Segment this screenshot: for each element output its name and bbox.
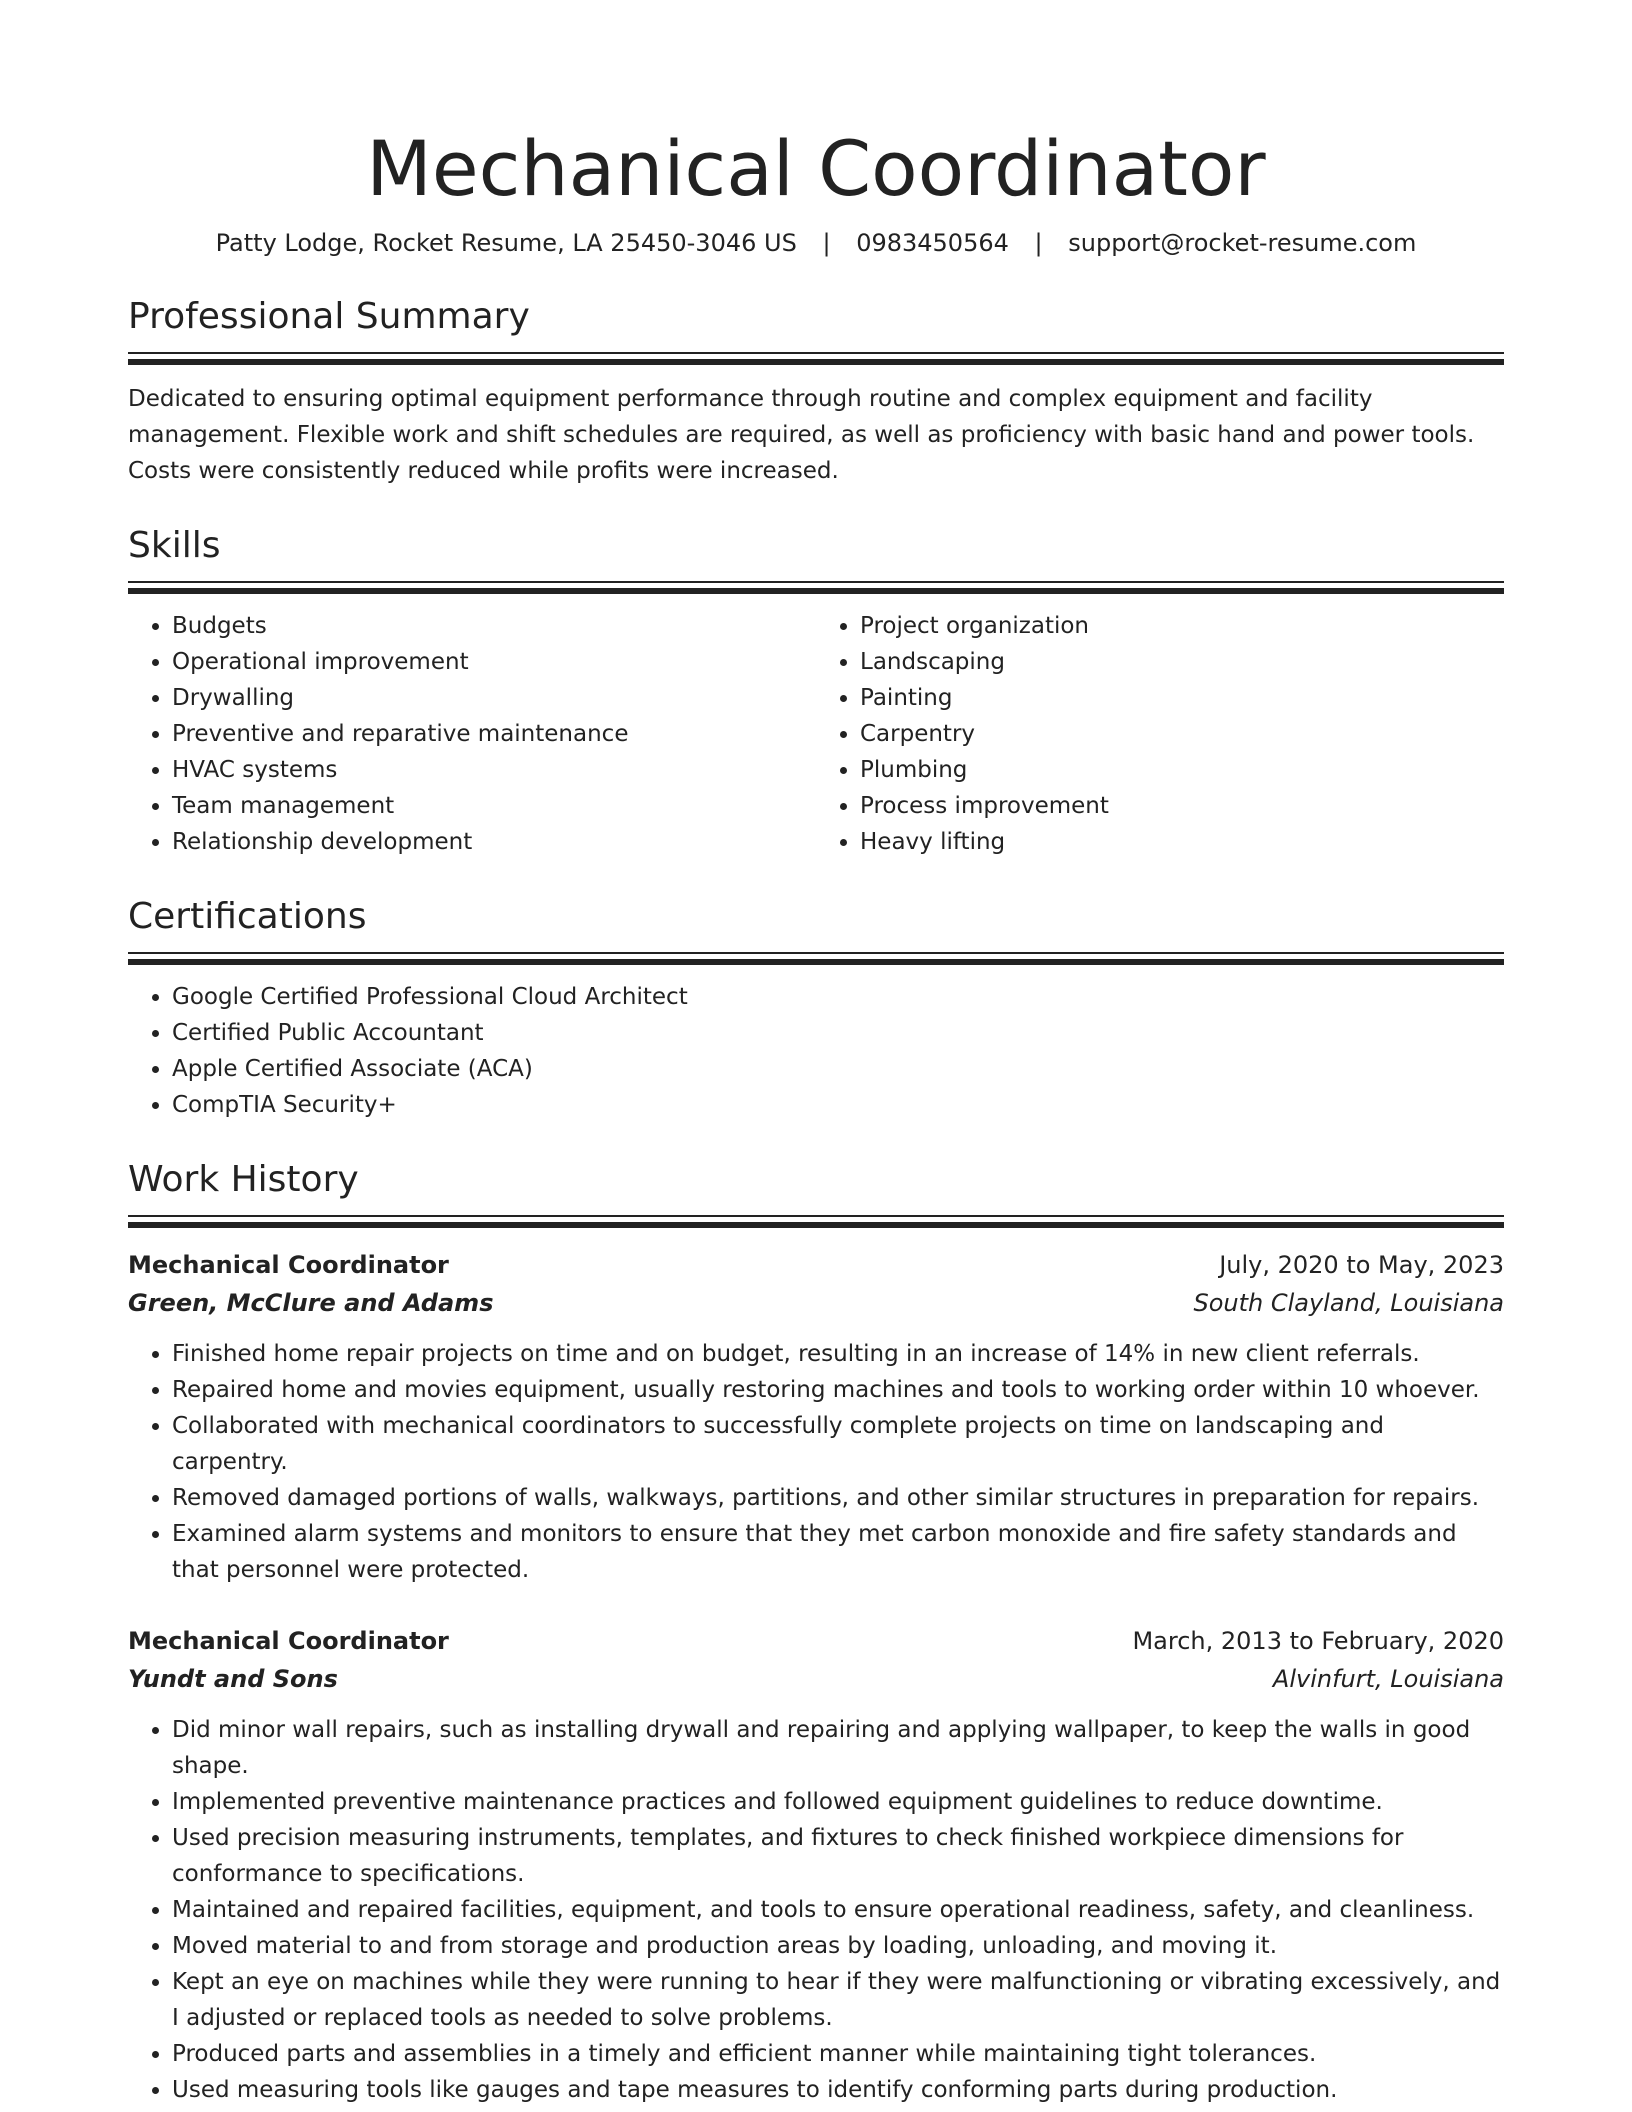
resume-page <box>128 0 1504 2108</box>
section-divider <box>128 581 1504 583</box>
job-title: Mechanical Coordinator <box>128 1251 449 1279</box>
skill-item: • Team management <box>172 788 816 824</box>
job-bullet: • Used precision measuring instruments, templates, and fixtures to check finished workpiece dimensions for conformance to specifications. <box>172 1820 1504 1892</box>
job-bullet: • Examined alarm systems and monitors to ensure that they met carbon monoxide and fire safety standards and that personnel were protected. <box>172 1516 1504 1588</box>
resume-name: Mechanical Coordinator <box>366 124 1266 213</box>
skill-item: • Heavy lifting <box>860 824 1504 860</box>
skill-item: • Project organization <box>860 608 1504 644</box>
job-company-row <box>128 1284 1504 1322</box>
skills-columns <box>128 608 1504 860</box>
job-bullet: • Produced parts and assemblies in a timely and efficient manner while maintaining tight tolerances. <box>172 2036 1504 2072</box>
job-title: Mechanical Coordinator <box>128 1627 449 1655</box>
skill-item: • Painting <box>860 680 1504 716</box>
job-header-row <box>128 1622 1504 1660</box>
job-entry <box>128 1622 1504 2108</box>
section-divider <box>128 959 1504 965</box>
contact-address: Patty Lodge, Rocket Resume, LA 25450-3046 US <box>215 229 797 257</box>
job-entry <box>128 1246 1504 1588</box>
skill-item: • Preventive and reparative maintenance <box>172 716 816 752</box>
section-divider <box>128 588 1504 594</box>
skill-item: • Landscaping <box>860 644 1504 680</box>
job-bullet: • Did minor wall repairs, such as installing drywall and repairing and applying wallpaper, to keep the walls in good shape. <box>172 1712 1504 1784</box>
job-location: Alvinfurt, Louisiana <box>1272 1665 1504 1693</box>
skill-item: • Relationship development <box>172 824 816 860</box>
job-location: South Clayland, Louisiana <box>1193 1289 1504 1317</box>
certifications-list <box>128 979 1504 1123</box>
skill-item: • Plumbing <box>860 752 1504 788</box>
skills-heading: Skills <box>128 525 221 566</box>
job-bullet: • Repaired home and movies equipment, usually restoring machines and tools to working order within 10 whoever. <box>172 1372 1504 1408</box>
skill-item: • HVAC systems <box>172 752 816 788</box>
job-header-row <box>128 1246 1504 1284</box>
section-divider <box>128 952 1504 954</box>
skill-item: • Budgets <box>172 608 816 644</box>
certifications-section <box>128 892 1504 1123</box>
work-history-section <box>128 1155 1504 2108</box>
job-bullets <box>128 1712 1504 2108</box>
job-dates: July, 2020 to May, 2023 <box>1219 1251 1504 1279</box>
job-bullet: • Maintained and repaired facilities, equipment, and tools to ensure operational readiness, safety, and cleanliness. <box>172 1892 1504 1928</box>
job-bullet: • Moved material to and from storage and production areas by loading, unloading, and moving it. <box>172 1928 1504 1964</box>
section-divider <box>128 359 1504 365</box>
job-company: Green, McClure and Adams <box>128 1289 494 1317</box>
skill-item: • Operational improvement <box>172 644 816 680</box>
contact-separator: | <box>822 229 831 257</box>
contact-line <box>128 226 1504 260</box>
skills-list-left <box>128 608 816 860</box>
summary-text: Dedicated to ensuring optimal equipment performance through routine and complex equipment and facility management. Flexible work and shift schedules are required, as well as proficiency with basic hand and power tools. Costs were consistently reduced while profits were increased. <box>128 386 1475 484</box>
work-history-heading: Work History <box>128 1159 359 1200</box>
job-bullet: • Collaborated with mechanical coordinators to successfully complete projects on time on landscaping and carpentry. <box>172 1408 1504 1480</box>
summary-section <box>128 292 1504 489</box>
contact-separator: | <box>1034 229 1043 257</box>
job-bullet: • Kept an eye on machines while they were running to hear if they were malfunctioning or vibrating excessively, and I adjusted or replaced tools as needed to solve problems. <box>172 1964 1504 2036</box>
section-divider <box>128 1222 1504 1228</box>
certifications-heading: Certifications <box>128 896 367 937</box>
job-company: Yundt and Sons <box>128 1665 338 1693</box>
skill-item: • Process improvement <box>860 788 1504 824</box>
certification-item: • CompTIA Security+ <box>172 1087 1504 1123</box>
summary-heading: Professional Summary <box>128 296 530 337</box>
job-bullet: • Finished home repair projects on time and on budget, resulting in an increase of 14% in new client referrals. <box>172 1336 1504 1372</box>
job-bullets <box>128 1336 1504 1588</box>
skill-item: • Drywalling <box>172 680 816 716</box>
skills-section <box>128 521 1504 860</box>
job-bullet: • Removed damaged portions of walls, walkways, partitions, and other similar structures in preparation for repairs. <box>172 1480 1504 1516</box>
job-bullet: • Implemented preventive maintenance practices and followed equipment guidelines to reduce downtime. <box>172 1784 1504 1820</box>
section-divider <box>128 352 1504 354</box>
job-company-row <box>128 1660 1504 1698</box>
certification-item: • Apple Certified Associate (ACA) <box>172 1051 1504 1087</box>
job-dates: March, 2013 to February, 2020 <box>1132 1627 1504 1655</box>
certification-item: • Google Certified Professional Cloud Architect <box>172 979 1504 1015</box>
section-divider <box>128 1215 1504 1217</box>
job-bullet: • Used measuring tools like gauges and tape measures to identify conforming parts during production. <box>172 2072 1504 2108</box>
skill-item: • Carpentry <box>860 716 1504 752</box>
skills-list-right <box>816 608 1504 860</box>
contact-email: support@rocket-resume.com <box>1068 229 1417 257</box>
certification-item: • Certified Public Accountant <box>172 1015 1504 1051</box>
contact-phone: 0983450564 <box>856 229 1009 257</box>
